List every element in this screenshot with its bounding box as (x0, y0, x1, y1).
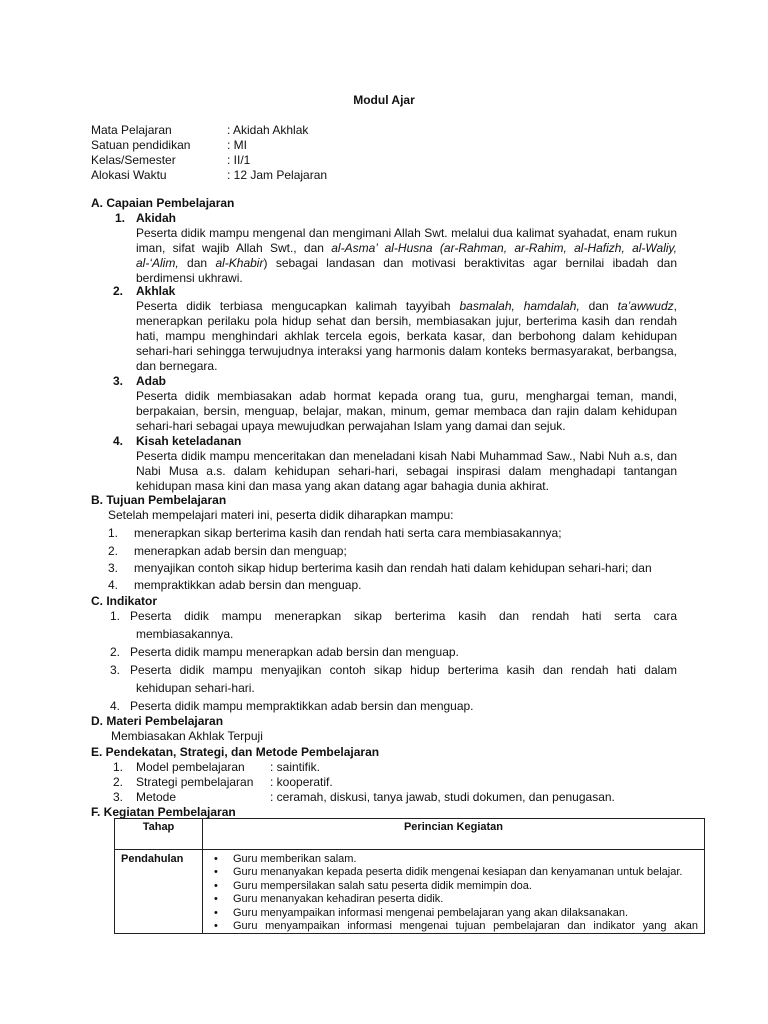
bullet-icon: • (214, 893, 218, 906)
metode-label: Model pembelajaran (136, 760, 245, 774)
table-cell-perincian (203, 850, 705, 934)
list-item: • Guru menanyakan kepada peserta didik mengenai kesiapan dan kenyamanan untuk belajar. (214, 866, 683, 879)
indikator-item: Peserta didik mampu menerapkan sikap berterima kasih dan rendah hati serta cara (130, 609, 677, 623)
section-a-heading: A. Capaian Pembelajaran (91, 196, 235, 210)
list-number: 1. (110, 609, 121, 623)
bullet-icon: • (214, 866, 218, 879)
list-item: • Guru mempersilakan salah satu peserta didik memimpin doa. (214, 879, 532, 892)
capaian-akidah-text: Peserta didik mampu mengenal dan mengimani Allah Swt. melalui dua kalimat syahadat, enam rukun iman, sifat wajib Allah Swt., dan al-Asma’ al-Husna (ar-Rahman, ar-Rahim, al-Hafizh, al-Waliy, al-‘Alim, dan al-Khabir) sebagai landasan dan motivasi beraktivitas agar bernilai ibadah dan berdimensi ukhrawi. (136, 226, 677, 285)
table-cell-tahap: Pendahulan (115, 850, 203, 934)
table-header-row (115, 819, 705, 850)
list-number: 4. (110, 699, 121, 713)
table-header-tahap: Tahap (115, 819, 203, 850)
item-number: 3. (113, 374, 124, 388)
section-b-intro: Setelah mempelajari materi ini, peserta didik diharapkan mampu: (108, 508, 454, 522)
identity-value: : II/1 (227, 153, 251, 167)
document-title: Modul Ajar (353, 93, 415, 107)
kegiatan-list (209, 853, 698, 933)
identity-label: Satuan pendidikan (91, 138, 191, 152)
identity-value: : MI (227, 138, 247, 152)
section-d-heading: D. Materi Pembelajaran (91, 714, 224, 728)
metode-value: : saintifik. (270, 760, 321, 774)
list-number: 1. (113, 760, 124, 774)
table-header-perincian: Perincian Kegiatan (203, 819, 705, 850)
list-number: 4. (108, 578, 119, 592)
identity-label: Kelas/Semester (91, 153, 176, 167)
item-title: Kisah keteladanan (136, 434, 242, 448)
capaian-kisah-text: Peserta didik mampu menceritakan dan meneladani kisah Nabi Muhammad Saw., Nabi Nuh a.s, dan Nabi Musa a.s. dalam kehidupan sehari-hari, sebagai inspirasi dalam menghadapi tantangan kehidupan masa kini dan masa yang akan datang agar bahagia dunia akhirat. (136, 449, 677, 493)
materi-text: Membiasakan Akhlak Terpuji (111, 729, 263, 743)
identity-label: Mata Pelajaran (91, 123, 172, 137)
identity-value: : Akidah Akhlak (227, 123, 309, 137)
list-item: • Guru menyampaikan informasi mengenai pembelajaran yang akan dilaksanakan. (214, 906, 629, 919)
item-number: 1. (115, 211, 126, 225)
item-title: Adab (136, 374, 166, 388)
list-number: 3. (108, 561, 119, 575)
list-number: 3. (113, 790, 124, 804)
kegiatan-table (114, 818, 705, 934)
bullet-icon: • (214, 920, 218, 933)
indikator-item-continued: membiasakannya. (136, 627, 234, 641)
list-number: 2. (113, 775, 124, 789)
item-number: 4. (113, 434, 124, 448)
indikator-item: Peserta didik mampu menyajikan contoh sikap hidup berterima kasih dan rendah hati dalam (130, 663, 677, 677)
bullet-icon: • (214, 853, 218, 865)
tujuan-item: menyajikan contoh sikap hidup berterima kasih dan rendah hati dalam kehidupan sehari-hari; dan (134, 561, 652, 575)
capaian-akhlak-text: Peserta didik terbiasa mengucapkan kalimah tayyibah basmalah, hamdalah, dan ta’awwudz, menerapkan perilaku pola hidup sehat dan bersih, membiasakan jujur, berterima kasih dan rendah hati, mampu menghindari akhlak tercela egois, berkata kasar, dan berbohong dalam kehidupan sehari-hari sehingga terwujudnya interaksi yang harmonis dalam konteks bermasyarakat, berbangsa, dan bernegara. (136, 299, 677, 373)
list-number: 2. (110, 645, 121, 659)
list-item: • Guru menyampaikan informasi mengenai tujuan pembelajaran dan indikator yang akan (214, 920, 698, 933)
list-number: 1. (108, 526, 119, 540)
list-number: 3. (110, 663, 121, 677)
capaian-adab-text: Peserta didik membiasakan adab hormat kepada orang tua, guru, menghargai teman, mandi, berpakaian, bersin, menguap, belajar, makan, minum, gemar membaca dan rajin dalam kehidupan sehari-hari sebagai upaya mewujudkan perwajahan Islam yang damai dan sejuk. (136, 389, 677, 433)
section-e-heading: E. Pendekatan, Strategi, dan Metode Pembelajaran (91, 745, 380, 759)
list-item: • Guru memberikan salam. (214, 853, 357, 865)
section-f-heading: F. Kegiatan Pembelajaran (91, 805, 236, 819)
bullet-icon: • (214, 906, 218, 919)
section-c-heading: C. Indikator (91, 594, 158, 608)
tujuan-item: menerapkan sikap berterima kasih dan rendah hati serta cara membiasakannya; (134, 526, 562, 540)
section-b-heading: B. Tujuan Pembelajaran (91, 493, 227, 507)
bullet-icon: • (214, 879, 218, 892)
indikator-item: Peserta didik mampu menerapkan adab bersin dan menguap. (130, 645, 459, 659)
metode-value: : ceramah, diskusi, tanya jawab, studi dokumen, dan penugasan. (270, 790, 615, 804)
item-title: Akhlak (136, 284, 176, 298)
item-number: 2. (113, 284, 124, 298)
identity-label: Alokasi Waktu (91, 168, 167, 182)
item-title: Akidah (136, 211, 177, 225)
table-row (115, 850, 705, 934)
metode-value: : kooperatif. (270, 775, 333, 789)
indikator-item-continued: kehidupan sehari-hari. (136, 681, 255, 695)
list-item: • Guru menanyakan kehadiran peserta didik. (214, 893, 444, 906)
list-number: 2. (108, 544, 119, 558)
metode-label: Metode (136, 790, 177, 804)
tujuan-item: mempraktikkan adab bersin dan menguap. (134, 578, 362, 592)
metode-label: Strategi pembelajaran (136, 775, 254, 789)
tujuan-item: menerapkan adab bersin dan menguap; (134, 544, 347, 558)
indikator-item: Peserta didik mampu mempraktikkan adab bersin dan menguap. (130, 699, 474, 713)
identity-value: : 12 Jam Pelajaran (227, 168, 328, 182)
